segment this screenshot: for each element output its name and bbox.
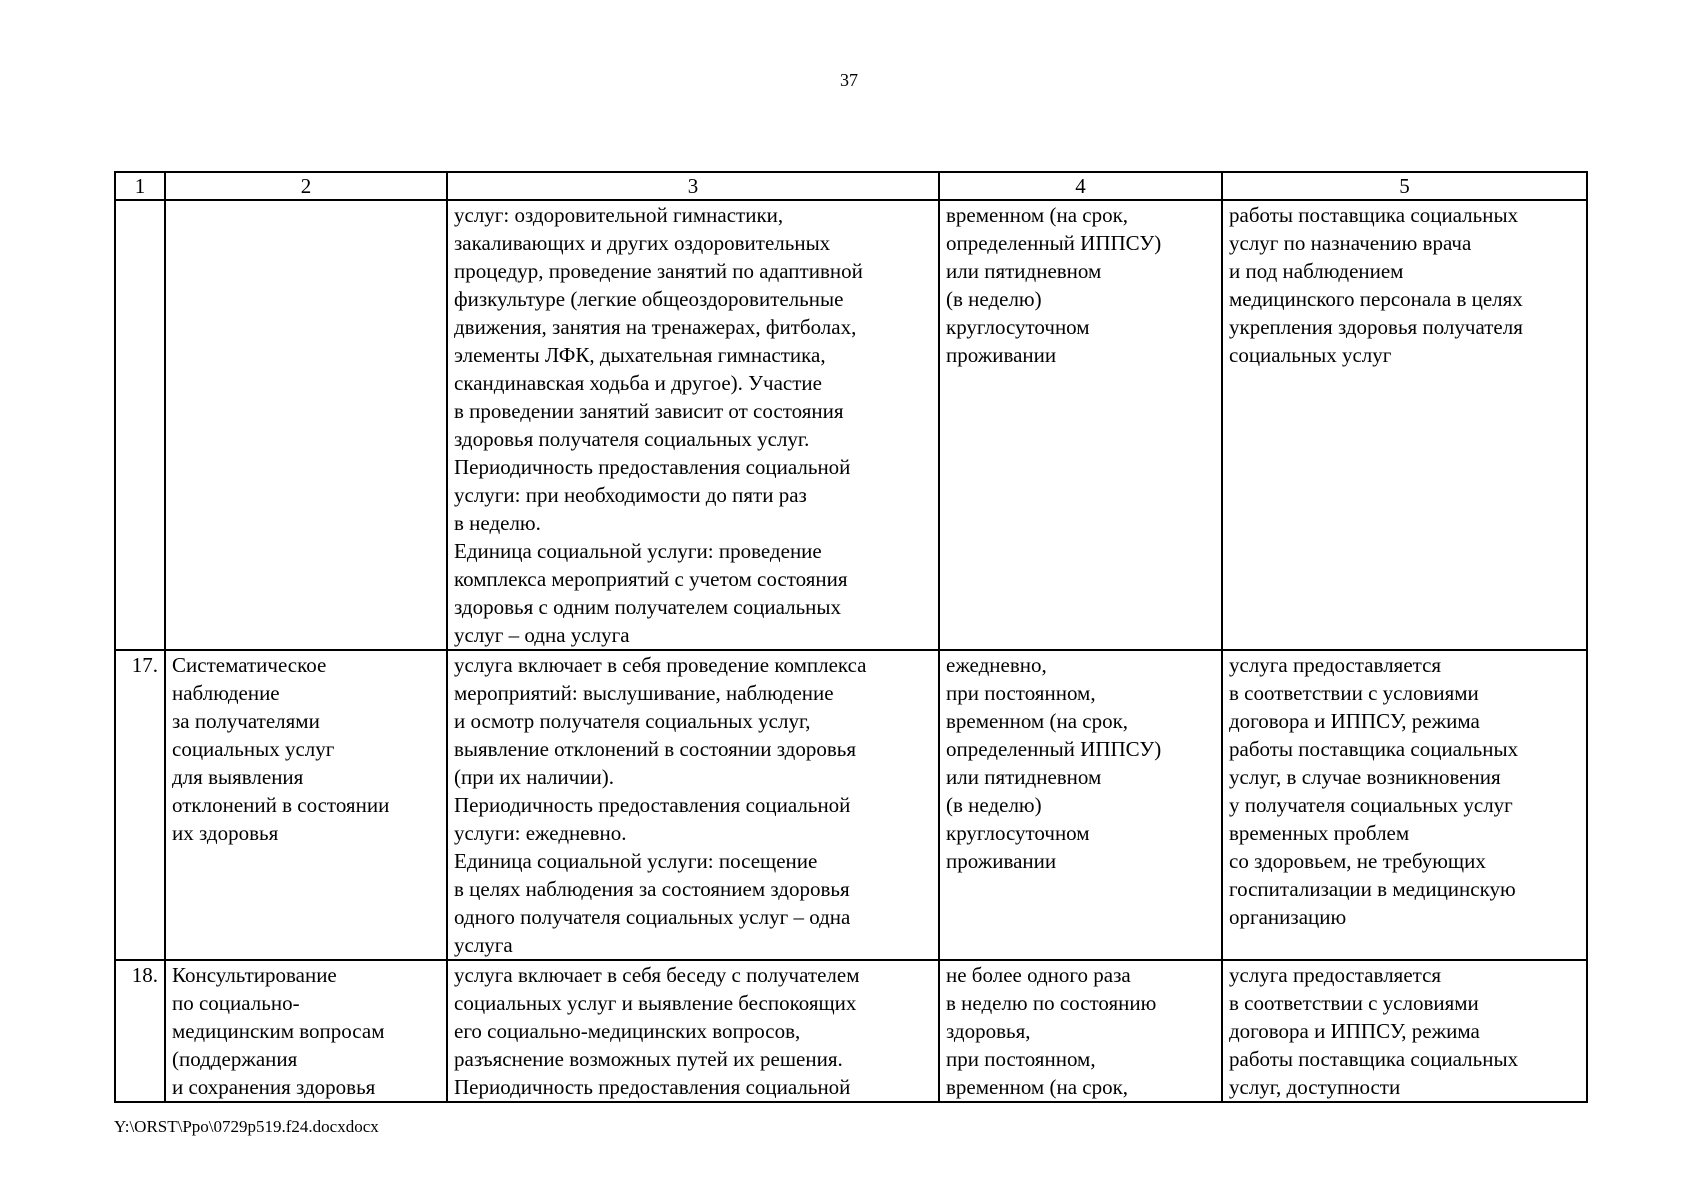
column-header: 3 [447, 172, 939, 200]
service-conditions: услуга предоставляется в соответствии с условиями договора и ИППСУ, режима работы поставщика социальных услуг, доступности [1222, 960, 1587, 1102]
column-header: 4 [939, 172, 1222, 200]
service-name: Систематическое наблюдение за получателями социальных услуг для выявления отклонений в состоянии их здоровья [165, 650, 447, 960]
service-period: временном (на срок, определенный ИППСУ) или пятидневном (в неделю) круглосуточном проживании [939, 200, 1222, 650]
table-row [115, 200, 1587, 650]
service-name: Консультирование по социально- медицинским вопросам (поддержания и сохранения здоровья [165, 960, 447, 1102]
service-conditions: услуга предоставляется в соответствии с условиями договора и ИППСУ, режима работы поставщика социальных услуг, в случае возникновения у получателя социальных услуг временных проблем со здоровьем, не требующих госпитализации в медицинскую организацию [1222, 650, 1587, 960]
services-table [114, 171, 1588, 1103]
table-row [115, 650, 1587, 960]
service-description: услуг: оздоровительной гимнастики, закаливающих и других оздоровительных процедур, проведение занятий по адаптивной физкультуре (легкие общеоздоровительные движения, занятия на тренажерах, фитболах, элементы ЛФК, дыхательная гимнастика, скандинавская ходьба и другое). Участие в проведении занятий зависит от состояния здоровья получателя социальных услуг. Периодичность предоставления социальной услуги: при необходимости до пяти раз в неделю. Единица социальной услуги: проведение комплекса мероприятий с учетом состояния здоровья с одним получателем социальных услуг – одна услуга [447, 200, 939, 650]
row-number: 17. [115, 650, 165, 960]
footer-file-path: Y:\ORST\Ppo\0729p519.f24.docxdocx [114, 1117, 379, 1136]
table-row [115, 960, 1587, 1102]
column-header: 1 [115, 172, 165, 200]
service-period: не более одного раза в неделю по состоянию здоровья, при постоянном, временном (на срок, [939, 960, 1222, 1102]
table-header-row [115, 172, 1587, 200]
service-conditions: работы поставщика социальных услуг по назначению врача и под наблюдением медицинского персонала в целях укрепления здоровья получателя социальных услуг [1222, 200, 1587, 650]
row-number: 18. [115, 960, 165, 1102]
service-period: ежедневно, при постоянном, временном (на срок, определенный ИППСУ) или пятидневном (в неделю) круглосуточном проживании [939, 650, 1222, 960]
service-name [165, 200, 447, 650]
service-description: услуга включает в себя беседу с получателем социальных услуг и выявление беспокоящих его социально-медицинских вопросов, разъяснение возможных путей их решения. Периодичность предоставления социальной [447, 960, 939, 1102]
column-header: 5 [1222, 172, 1587, 200]
page-number: 37 [840, 70, 858, 90]
row-number [115, 200, 165, 650]
column-header: 2 [165, 172, 447, 200]
service-description: услуга включает в себя проведение комплекса мероприятий: выслушивание, наблюдение и осмотр получателя социальных услуг, выявление отклонений в состоянии здоровья (при их наличии). Периодичность предоставления социальной услуги: ежедневно. Единица социальной услуги: посещение в целях наблюдения за состоянием здоровья одного получателя социальных услуг – одна услуга [447, 650, 939, 960]
